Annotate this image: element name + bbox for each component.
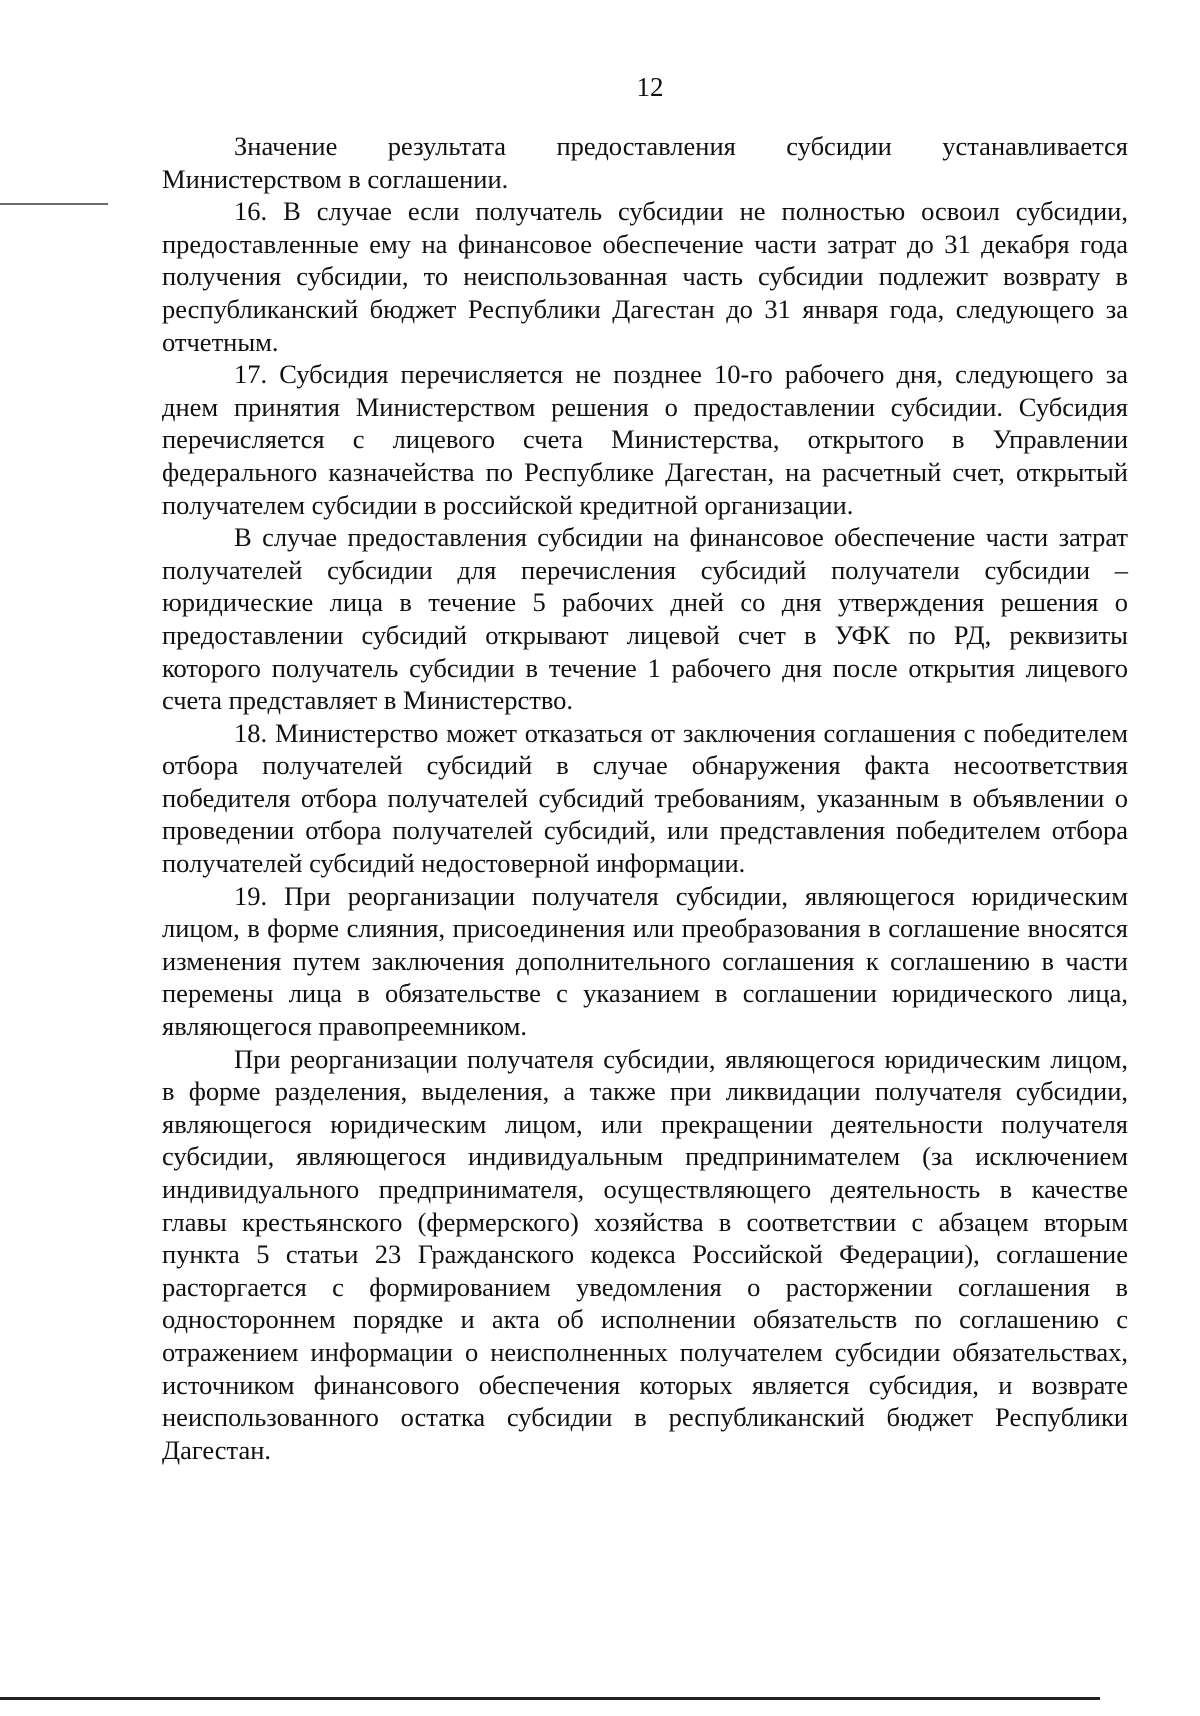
paragraph-19-continuation: При реорганизации получателя субсидии, являющегося юридическим лицом, в форме разделения, выделения, а также при ликвидации получателя субсидии, являющегося юридическим лицом, или прекращении деятельности получателя субсидии, являющегося индивидуальным предпринимателем (за исключением индивидуального предпринимателя, осуществляющего деятельность в качестве главы крестьянского (фермерского) хозяйства в соответствии с абзацем вторым пункта 5 статьи 23 Гражданского кодекса Российской Федерации), соглашение расторгается с формированием уведомления о расторжении соглашения в одностороннем порядке и акта об исполнении обязательств по соглашению с отражением информации о неисполненных получателем субсидии обязательствах, источником финансового обеспечения которых является субсидия, и возврате неиспользованного остатка субсидии в республиканский бюджет Республики Дагестан. <box>162 1043 1128 1465</box>
scan-edge-mark <box>0 203 108 205</box>
document-body <box>162 130 1128 1466</box>
scan-bottom-line <box>0 1697 1100 1700</box>
page-number: 12 <box>636 72 664 102</box>
paragraph-result-value: Значение результата предоставления субсидии устанавливается Министерством в соглашении. <box>162 131 1128 194</box>
paragraph-19: 19. При реорганизации получателя субсидии, являющегося юридическим лицом, в форме слияния, присоединения или преобразования в соглашение вносятся изменения путем заключения дополнительного соглашения к соглашению в части перемены лица в обязательстве с указанием в соглашении юридического лица, являющегося правопреемником. <box>162 880 1128 1042</box>
paragraph-17: 17. Субсидия перечисляется не позднее 10-го рабочего дня, следующего за днем принятия Министерством решения о предоставлении субсидии. Субсидия перечисляется с лицевого счета Министерства, открытого в Управлении федерального казначейства по Республике Дагестан, на расчетный счет, открытый получателем субсидии в российской кредитной организации. <box>162 359 1128 520</box>
paragraph-17-continuation: В случае предоставления субсидии на финансовое обеспечение части затрат получателей субсидии для перечисления субсидий получатели субсидии – юридические лица в течение 5 рабочих дней со дня утверждения решения о предоставлении субсидий открывают лицевой счет в УФК по РД, реквизиты которого получатель субсидии в течение 1 рабочего дня после открытия лицевого счета представляет в Министерство. <box>162 522 1128 716</box>
paragraph-18: 18. Министерство может отказаться от заключения соглашения с победителем отбора получателей субсидий в случае обнаружения факта несоответствия победителя отбора получателей субсидий требованиям, указанным в объявлении о проведении отбора получателей субсидий, или представления победителем отбора получателей субсидий недостоверной информации. <box>162 717 1128 879</box>
paragraph-16: 16. В случае если получатель субсидии не полностью освоил субсидии, предоставленные ему на финансовое обеспечение части затрат до 31 декабря года получения субсидии, то неиспользованная часть субсидии подлежит возврату в республиканский бюджет Республики Дагестан до 31 января года, следующего за отчетным. <box>162 196 1128 357</box>
